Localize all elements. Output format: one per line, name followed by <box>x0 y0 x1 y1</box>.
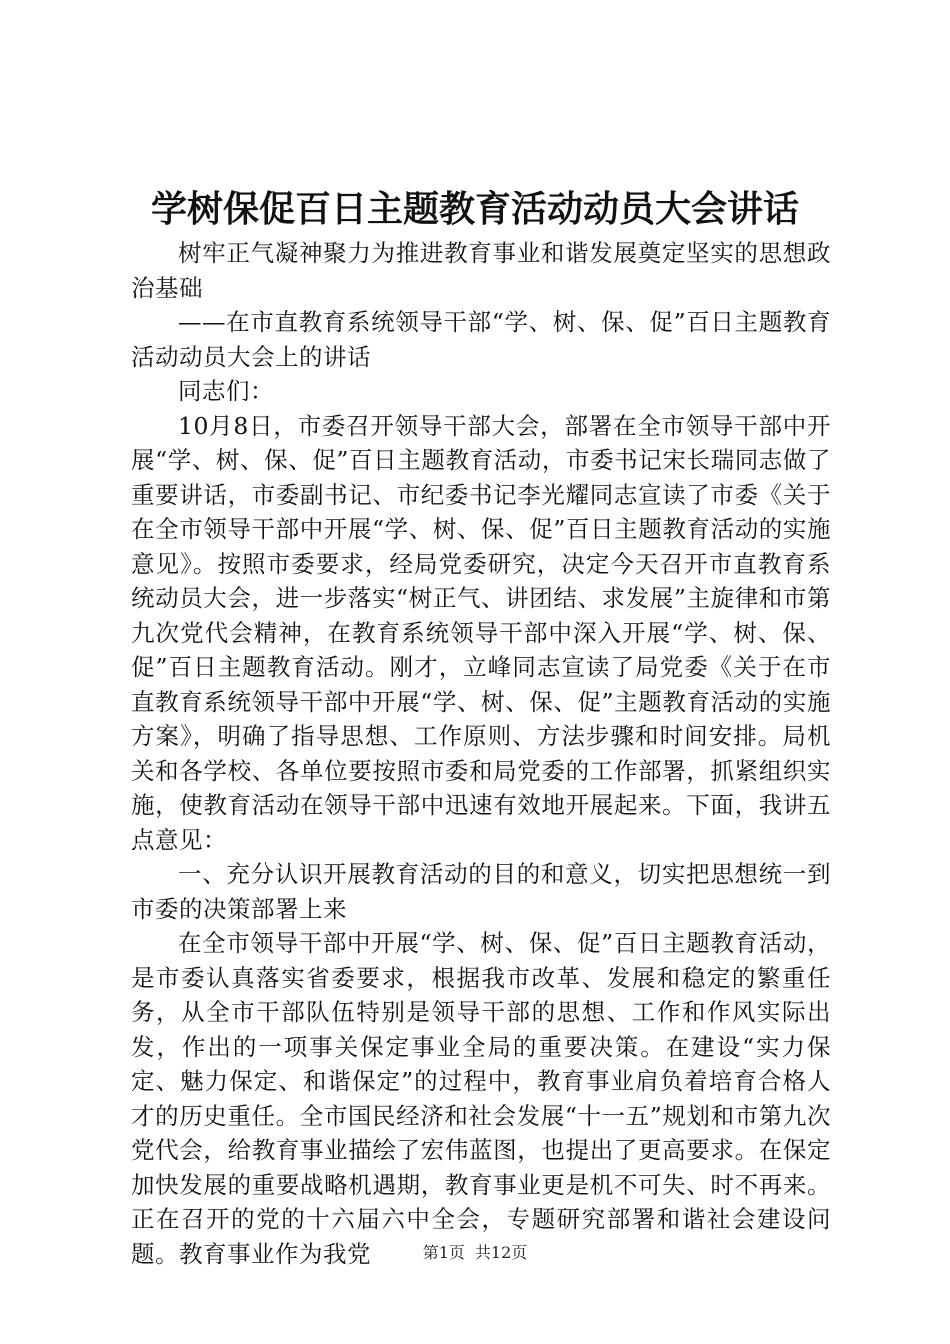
total-pages: 共12页 <box>474 1243 528 1262</box>
page-number: 第1页 <box>422 1243 465 1262</box>
occasion-paragraph: ——在市直教育系统领导干部“学、树、保、促”百日主题教育活动动员大会上的讲话 <box>131 308 831 371</box>
salutation-paragraph: 同志们： <box>178 377 274 405</box>
body-paragraph: 在全市领导干部中开展“学、树、保、促”百日主题教育活动，是市委认真落实省委要求，根据我市改革、发展和稳定的繁重任务，从全市干部队伍特别是领导干部的思想、工作和作风实际出发，作出的一项事关保定事业全局的重要决策。在建设“实力保定、魅力保定、和谐保定”的过程中，教育事业肩负着培育合格人才的历史重任。全市国民经济和社会发展“十一五”规划和市第九次党代会，给教育事业描绘了宏伟蓝图，也提出了更高要求。在保定加快发展的重要战略机遇期，教育事业更是机不可失、时不再来。正在召开的党的十六届六中全会，专题研究部署和谐社会建设问题。教育事业作为我党 <box>131 929 831 1268</box>
body-paragraph: 10月8日，市委召开领导干部大会，部署在全市领导干部中开展“学、树、保、促”百日主题教育活动，市委书记宋长瑞同志做了重要讲话，市委副书记、市纪委书记李光耀同志宣读了市委《关于在全市领导干部中开展“学、树、保、促”百日主题教育活动的实施意见》。按照市委要求，经局党委研究，决定今天召开市直教育系统动员大会，进一步落实“树正气、讲团结、求发展”主旋律和市第九次党代会精神，在教育系统领导干部中深入开展“学、树、保、促”百日主题教育活动。刚才，立峰同志宣读了局党委《关于在市直教育系统领导干部中开展“学、树、保、促”主题教育活动的实施方案》，明确了指导思想、工作原则、方法步骤和时间安排。局机关和各学校、各单位要按照市委和局党委的工作部署，抓紧组织实施，使教育活动在领导干部中迅速有效地开展起来。下面，我讲五点意见： <box>131 411 831 854</box>
page-footer <box>0 1242 950 1264</box>
document-body <box>131 236 831 1271</box>
subtitle-paragraph: 树牢正气凝神聚力为推进教育事业和谐发展奠定坚实的思想政治基础 <box>131 239 831 302</box>
section-heading-paragraph: 一、充分认识开展教育活动的目的和意义，切实把思想统一到市委的决策部署上来 <box>131 860 831 923</box>
document-title: 学树保促百日主题教育活动动员大会讲话 <box>150 188 799 230</box>
